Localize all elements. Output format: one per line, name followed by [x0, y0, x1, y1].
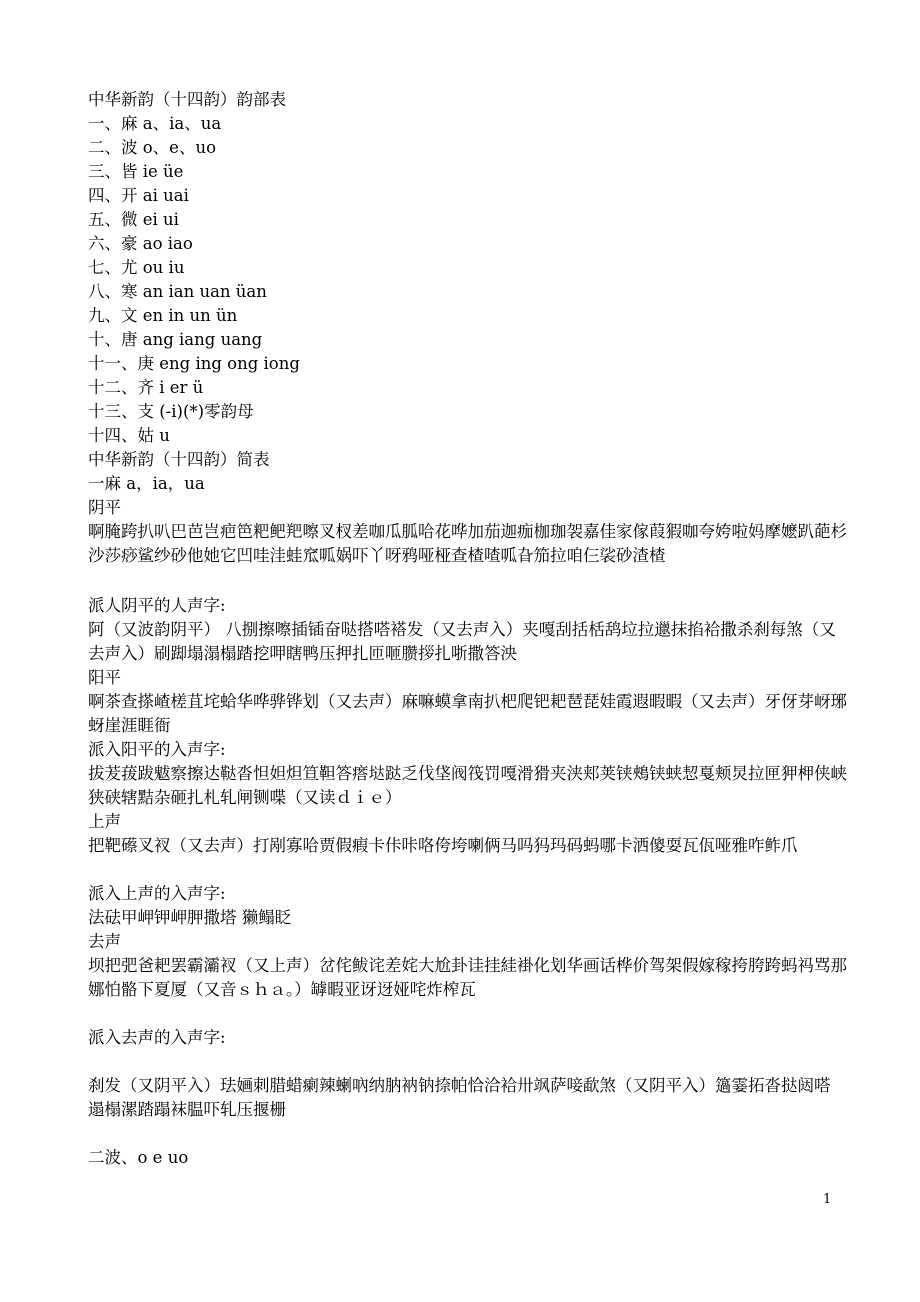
rhyme-item: 五、微 ei ui	[88, 210, 179, 229]
shangsheng-chars: 把靶礤叉衩（又去声）打剐寡哈贾假瘕卡佧咔咯侉垮喇俩马吗犸玛码蚂哪卡洒傻耍瓦佤哑雅咋鲊爪	[88, 836, 798, 855]
rhyme-item: 二、波 o、e、uo	[88, 138, 217, 157]
yangping-chars: 啊茶查搽嵖槎苴垞蛤华哗骅铧划（又去声）麻嘛蟆拿南扒杷爬钯耙琶琵娃霞遐暇暇（又去声）牙伢芽岈琊蚜崖涯睚衙	[88, 692, 847, 735]
yinping-chars: 啊腌跨扒叭巴芭岂疤笆粑鲃羓嚓叉杈差咖瓜胍哈花哗加茄迦痂枷珈袈嘉佳家傢葭猳咖夸姱啦妈摩嬷趴葩杉沙莎痧鲨纱砂他她它凹哇洼蛙窊呱娲吓丫呀鸦哑桠查楂喳呱旮笳拉咱仨裟砂渣楂	[88, 522, 847, 565]
tone-label-qusheng: 去声	[88, 932, 121, 951]
qusheng-rusheng-chars: 刹发（又阴平入）珐婳刺腊蜡瘌辣蝲吶纳肭衲钠捺帕恰洽袷卅飒萨唼歃煞（又阴平入）簻霎拓沓挞闼嗒 遢榻漯踏蹋袜腽吓轧压揠栅	[88, 1076, 831, 1119]
rhyme-item: 六、豪 ao iao	[88, 234, 193, 253]
tone-label-shangsheng: 上声	[88, 812, 121, 831]
shangsheng-rusheng-chars: 法砝甲岬钾岬胛撒塔 獭鳎眨	[88, 908, 292, 927]
qusheng-chars: 坝把弝爸耙罢霸灞衩（又上声）岔侘鲅诧差姹大尬卦诖挂絓褂化划华画话桦价驾架假嫁稼挎胯跨蚂祃骂那娜怕骼下夏厦（又音ｓｈａ。）罅暇亚讶迓娅咤炸榨瓦	[88, 956, 847, 999]
rhyme-item: 十、唐 ang iang uang	[88, 330, 263, 349]
rhyme-item: 九、文 en in un ün	[88, 306, 238, 325]
rusheng-label-yinping: 派人阴平的人声字:	[88, 596, 226, 615]
rhyme-heading: 一麻 a，ia，ua	[88, 474, 205, 493]
doc-title: 中华新韵（十四韵）韵部表	[88, 90, 286, 109]
tone-label-yangping: 阳平	[88, 668, 121, 687]
rhyme-item: 十三、支 (-i)(*)零韵母	[88, 402, 254, 421]
rusheng-label-qusheng: 派入去声的入声字:	[88, 1028, 226, 1047]
yinping-rusheng-chars: 阿（又波韵阴平） 八捌擦嚓插锸奋哒搭嗒褡发（又去声入）夹嘎刮括栝鸹垃拉邋抹掐袷撒杀刹每煞（又去声入）刷踋塌溻榻踏挖呷瞎鸭压押扎匝咂臜拶扎哳撒答泱	[88, 620, 836, 663]
rusheng-label-yangping: 派入阳平的入声字:	[88, 740, 226, 759]
rusheng-label-shangsheng: 派入上声的入声字:	[88, 884, 226, 903]
tone-label-yinping: 阴平	[88, 498, 121, 517]
rhyme-item: 四、开 ai uai	[88, 186, 189, 205]
rhyme-item: 八、寒 an ian uan üan	[88, 282, 267, 301]
page-number: 1	[823, 1192, 832, 1207]
rhyme-item: 十四、姑 u	[88, 426, 170, 445]
rhyme-item: 三、皆 ie üe	[88, 162, 184, 181]
rhyme-item: 七、尤 ou iu	[88, 258, 185, 277]
rhyme-item: 十二、齐 i er ü	[88, 378, 204, 397]
section-title: 中华新韵（十四韵）简表	[88, 450, 270, 469]
yangping-rusheng-chars: 拔茇菝跋魃察擦达鞑沓怛妲炟笪靼答瘩垯跶乏伐垡阀筏罚嘎滑猾夹浃郏荚铗鵊铗蛱恝戛颊炅拉匣狎柙侠峡狭硖辖黠杂砸扎札轧闸铡喋（又读ｄｉｅ）	[88, 764, 847, 807]
rhyme-item: 十一、庚 eng ing ong iong	[88, 354, 300, 373]
rhyme-item: 一、麻 a、ia、ua	[88, 114, 222, 133]
rhyme-heading: 二波、o e uo	[88, 1148, 189, 1167]
